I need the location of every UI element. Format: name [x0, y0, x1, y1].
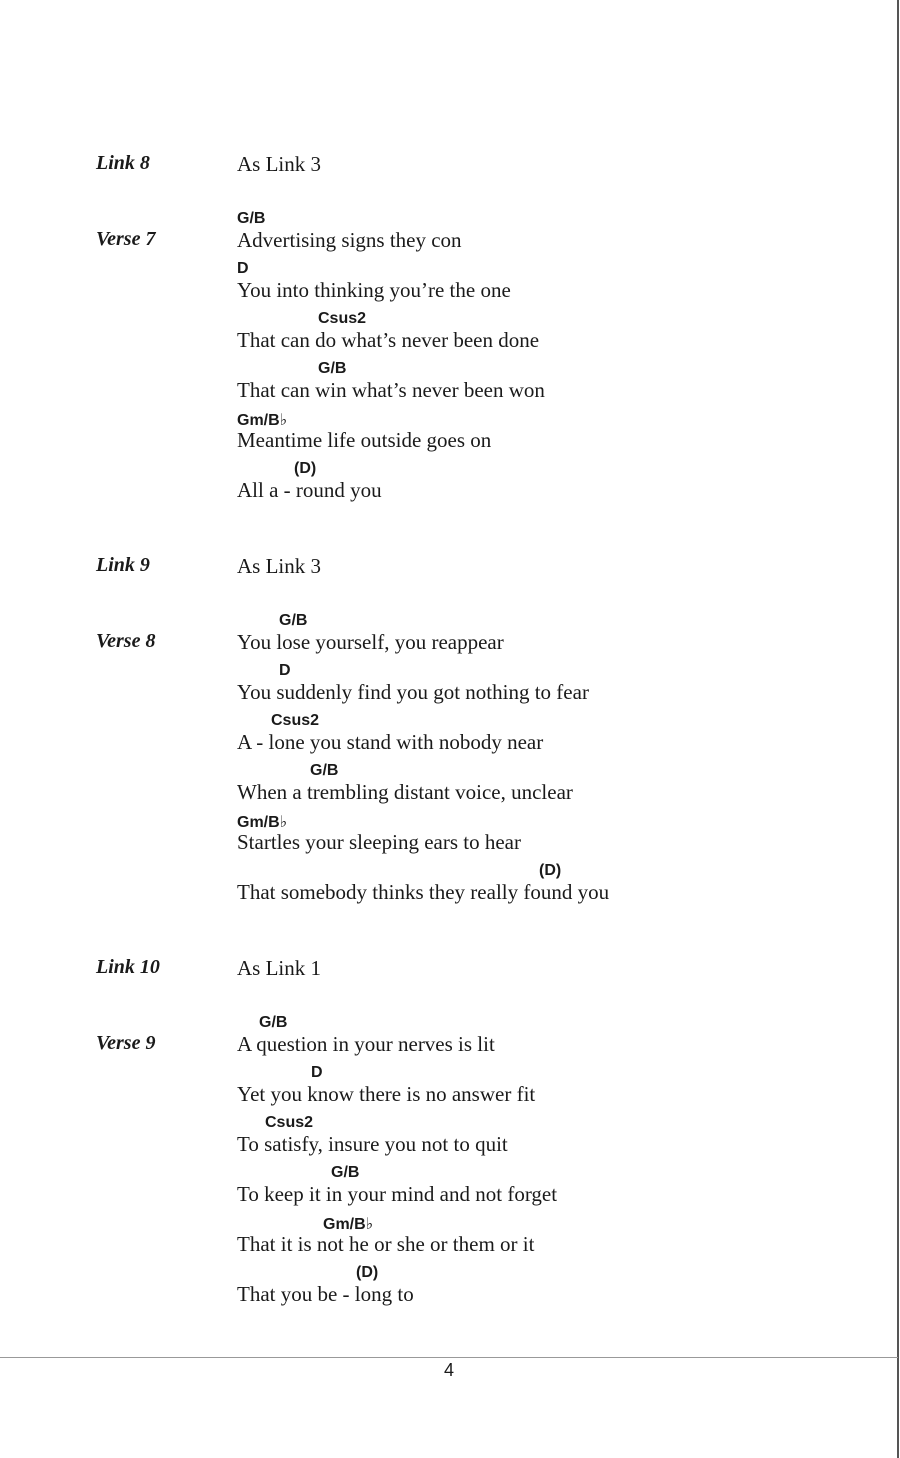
lyric-line: Advertising signs they con: [237, 228, 462, 252]
chord: G/B: [331, 1164, 360, 1181]
lyric-line: Startles your sleeping ears to hear: [237, 830, 521, 854]
chord: (D): [356, 1264, 379, 1281]
section-label-link-10: Link 10: [96, 956, 160, 978]
lyric-line: When a trembling distant voice, unclear: [237, 780, 573, 804]
chord: G/B: [310, 762, 339, 779]
chord: G/B: [237, 210, 266, 227]
section-label-link-9: Link 9: [96, 554, 150, 576]
chord: Csus2: [318, 310, 367, 327]
lyric-line: A - lone you stand with nobody near: [237, 730, 544, 754]
section-text-link-8: As Link 3: [237, 152, 321, 176]
lyric-line: Yet you know there is no answer fit: [237, 1082, 536, 1106]
lyric-line: That somebody thinks they really found you: [237, 880, 610, 904]
lyric-line: To keep it in your mind and not forget: [237, 1182, 558, 1206]
chord: Csus2: [265, 1114, 314, 1131]
lyric-line: That you be - long to: [237, 1282, 414, 1306]
section-label-verse-7: Verse 7: [96, 228, 156, 250]
chord: D: [237, 260, 249, 277]
chord: Gm/B♭: [323, 1216, 374, 1233]
chord: Csus2: [271, 712, 320, 729]
chord: G/B: [279, 612, 308, 629]
footer-rule: [0, 1357, 898, 1358]
chord: Gm/B♭: [237, 814, 288, 831]
chord: (D): [539, 862, 562, 879]
chord: D: [279, 662, 291, 679]
chord: D: [311, 1064, 323, 1081]
chord: G/B: [259, 1014, 288, 1031]
section-label-link-8: Link 8: [96, 152, 150, 174]
lyric-line: Meantime life outside goes on: [237, 428, 492, 452]
lyric-line: You lose yourself, you reappear: [237, 630, 504, 654]
lyric-line: That it is not he or she or them or it: [237, 1232, 535, 1256]
lyric-line: A question in your nerves is lit: [237, 1032, 495, 1056]
lyric-line: That can win what’s never been won: [237, 378, 545, 402]
page-number: 4: [443, 1360, 454, 1380]
chord: G/B: [318, 360, 347, 377]
section-text-link-10: As Link 1: [237, 956, 321, 980]
section-text-link-9: As Link 3: [237, 554, 321, 578]
section-label-verse-8: Verse 8: [96, 630, 156, 652]
section-label-verse-9: Verse 9: [96, 1032, 156, 1054]
lyric-line: All a - round you: [237, 478, 382, 502]
chord: (D): [294, 460, 317, 477]
lyric-line: To satisfy, insure you not to quit: [237, 1132, 508, 1156]
lyric-line: That can do what’s never been done: [237, 328, 540, 352]
lyric-line: You into thinking you’re the one: [237, 278, 511, 302]
chord: Gm/B♭: [237, 412, 288, 429]
lyric-line: You suddenly find you got nothing to fear: [237, 680, 589, 704]
